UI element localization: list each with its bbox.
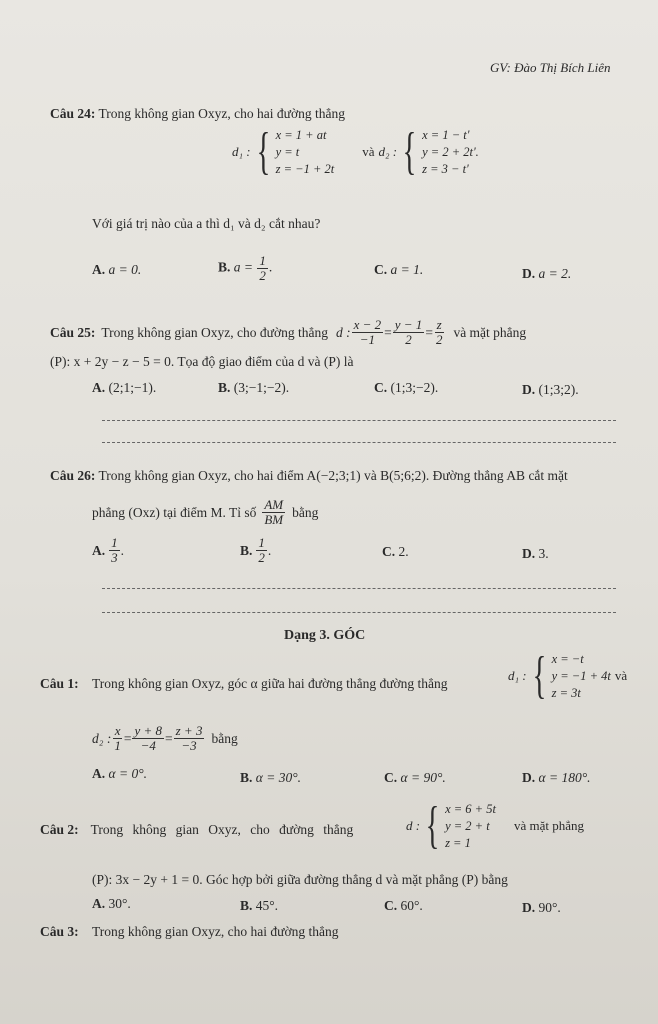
q2-option-d-value: 90°. [538, 900, 561, 915]
q26-option-b-num: 1 [258, 535, 265, 550]
q25-option-a-value: (2;1;−1). [108, 380, 157, 395]
q26-option-a-label: A. [92, 542, 106, 558]
answer-line [102, 612, 616, 613]
q26-ratio-fraction [262, 498, 285, 527]
q25-option-c-label: C. [374, 380, 388, 395]
q26-option-a-num: 1 [111, 535, 118, 550]
q1-stem [40, 676, 448, 692]
q2-option-a[interactable] [92, 896, 131, 912]
q3-label: Câu 3: [40, 924, 79, 939]
q24-option-c-label: C. [374, 262, 388, 277]
q1-d1-system [527, 647, 611, 704]
teacher-header: GV: Đào Thị Bích Liên [490, 60, 611, 75]
q25-label: Câu 25: [50, 324, 96, 340]
q2-option-b[interactable] [240, 898, 278, 914]
q25-option-b-value: (3;−1;−2). [233, 380, 290, 395]
q24-option-a-value: a = 0. [108, 262, 142, 277]
q2-stem [40, 822, 353, 838]
q24-option-b-suffix: . [268, 259, 273, 275]
q1-option-a[interactable] [92, 766, 147, 782]
q2-option-d-label: D. [522, 900, 536, 915]
q2-d-line-3: z = 1 [445, 835, 471, 850]
q1-label: Câu 1: [40, 676, 79, 691]
q25-fraction-1 [352, 318, 384, 347]
q25-f1-den: −1 [359, 332, 375, 347]
q1-option-a-label: A. [92, 766, 106, 781]
q24-option-c[interactable] [374, 262, 423, 278]
q1-d1-brace: { [532, 647, 546, 704]
q2-label: Câu 2: [40, 822, 79, 837]
answer-line [102, 442, 616, 443]
q2-option-c-value: 60°. [400, 898, 423, 913]
q25-f1-num: x − 2 [353, 317, 382, 332]
q2-d-line-1: x = 6 + 5t [445, 801, 496, 816]
q24-d2-line-1: x = 1 − t' [422, 127, 470, 142]
q26-option-d-label: D. [522, 546, 536, 561]
answer-line [102, 588, 616, 589]
q26-option-a-suffix: . [120, 542, 124, 558]
q24-option-a[interactable] [92, 262, 141, 278]
answer-line [102, 420, 616, 421]
q3-stem [40, 924, 338, 940]
q25-option-c[interactable] [374, 380, 438, 396]
q25-option-a-label: A. [92, 380, 106, 395]
q25-text: Trong không gian Oxyz, cho đường thẳng [101, 324, 328, 340]
q24-d2-line-2: y = 2 + 2t'. [422, 144, 479, 159]
q24-d2-line-3: z = 3 − t' [422, 161, 469, 176]
q1-text-1: Trong không gian Oxyz, góc α giữa hai đường thẳng đường thẳng [92, 676, 448, 691]
q26-text-1: Trong không gian Oxyz, cho hai điểm A(−2;3;1) và B(5;6;2). Đường thẳng AB cắt mặt [98, 468, 568, 483]
q25-option-d-label: D. [522, 382, 536, 397]
q1-fraction-2 [132, 724, 164, 753]
q24-and: và [362, 144, 375, 159]
q25-option-b[interactable] [218, 380, 289, 396]
q26-option-c[interactable] [382, 544, 409, 560]
q1-f1-den: 1 [114, 738, 121, 753]
q25-option-d-value: (1;3;2). [538, 382, 579, 397]
q2-d-line-2: y = 2 + t [445, 818, 490, 833]
q26-option-a-den: 3 [111, 550, 118, 565]
q1-end: bằng [211, 730, 238, 746]
q24-question: Với giá trị nào của a thì d₁ và d₂ cắt nhau? [92, 216, 321, 231]
q2-line-2: (P): 3x − 2y + 1 = 0. Góc hợp bởi giữa đường thẳng d và mặt phẳng (P) bằng [92, 872, 508, 887]
q24-option-d-label: D. [522, 266, 536, 281]
q25-fraction-3 [434, 318, 445, 347]
q2-option-b-label: B. [240, 898, 253, 913]
q2-option-c-label: C. [384, 898, 398, 913]
q1-option-a-value: α = 0°. [108, 766, 147, 781]
q26-option-b-fraction [256, 536, 267, 565]
q26-option-d-value: 3. [538, 546, 549, 561]
q26-ratio-den: BM [264, 512, 284, 527]
q24-option-b-den: 2 [259, 268, 266, 283]
q25-f3-num: z [436, 317, 442, 332]
q1-option-b[interactable] [240, 770, 301, 786]
q2-option-d[interactable] [522, 900, 561, 916]
q1-option-d-value: α = 180°. [538, 770, 591, 785]
q25-option-d[interactable] [522, 382, 579, 398]
q24-option-b-label: B. [218, 259, 231, 275]
q25-line-2: (P): x + 2y − z − 5 = 0. Tọa độ giao điểm của d và (P) là [50, 354, 354, 369]
q2-text: Trong không gian Oxyz, cho đường thẳng [90, 822, 354, 837]
q2-d-name: d : [406, 818, 421, 833]
q24-option-c-value: a = 1. [390, 262, 424, 277]
q1-d1-line-3: z = 3t [551, 685, 581, 700]
q26-text-2b: bằng [292, 504, 319, 520]
q26-option-a-fraction [109, 536, 120, 565]
q26-option-b-label: B. [240, 542, 253, 558]
q24-d1-system [251, 123, 335, 180]
q24-d2-name: d₂ : [378, 144, 398, 159]
section-heading: Dạng 3. GÓC [284, 628, 366, 643]
q1-f3-num: z + 3 [175, 723, 203, 738]
q2-option-c[interactable] [384, 898, 423, 914]
q1-option-b-label: B. [240, 770, 253, 785]
q1-option-d[interactable] [522, 770, 590, 786]
q26-stem [50, 468, 568, 484]
q25-option-c-value: (1;3;−2). [390, 380, 439, 395]
q1-d1-system-wrap [508, 647, 628, 704]
q24-option-b[interactable] [218, 254, 272, 283]
q24-option-d[interactable] [522, 266, 571, 282]
q24-d1-brace: { [256, 123, 270, 180]
q25-f3-den: 2 [435, 332, 443, 347]
q24-d1-name: d₁ : [232, 144, 251, 159]
q24-text: Trong không gian Oxyz, cho hai đường thẳng [98, 106, 345, 121]
q2-d-brace: { [425, 797, 440, 854]
q24-d2-brace: { [402, 123, 417, 180]
q2-d-system-wrap [406, 797, 585, 854]
q25-d-name: d : [335, 324, 351, 340]
q26-option-b-den: 2 [258, 550, 265, 565]
q1-option-c[interactable] [384, 770, 446, 786]
q2-text-end: và mặt phẳng [513, 818, 585, 833]
q26-label: Câu 26: [50, 468, 96, 483]
q1-d2-line: d₂ : $\frac{x}{1}$ = $\frac{y + 8}{-4}$ = $\frac{z + 3}{-3}$ bằng [92, 723, 238, 753]
q2-option-a-label: A. [92, 896, 106, 911]
q25-text-end: và mặt phẳng [453, 324, 527, 340]
q1-d2-name: d₂ : [92, 730, 112, 746]
q26-option-c-value: 2. [398, 544, 409, 559]
q1-and: và [614, 668, 628, 683]
q24-option-d-value: a = 2. [538, 266, 572, 281]
q26-option-d[interactable] [522, 546, 549, 562]
q24-systems [232, 123, 479, 180]
q24-label: Câu 24: [50, 106, 96, 121]
q24-option-b-prefix: a = [233, 259, 254, 275]
q1-f2-num: y + 8 [134, 723, 162, 738]
q24-option-b-fraction [257, 254, 268, 283]
q26-ratio-num: AM [264, 497, 284, 512]
q24-option-b-num: 1 [259, 253, 266, 268]
q24-d1-line-3: z = −1 + 2t [275, 161, 335, 176]
q25-option-b-label: B. [218, 380, 231, 395]
q2-d-system [420, 797, 496, 854]
q3-text: Trong không gian Oxyz, cho hai đường thẳng [92, 924, 339, 939]
q26-option-c-label: C. [382, 544, 396, 559]
q26-text-2a: phẳng (Oxz) tại điểm M. Tỉ số [92, 504, 257, 520]
q25-stem: Câu 25: Trong không gian Oxyz, cho đường thẳng d : $\frac{x - 2}{-1}$ = $\frac{y - 1}{2}$ = $\frac{z}{2}$ và mặt phẳng [50, 317, 527, 347]
q25-option-a[interactable] [92, 380, 156, 396]
q24-stem [50, 106, 345, 122]
q1-option-b-value: α = 30°. [255, 770, 301, 785]
q1-d1-line-1: x = −t [551, 651, 584, 666]
q1-d1-line-2: y = −1 + 4t [551, 668, 611, 683]
q24-d1-line-1: x = 1 + at [275, 127, 327, 142]
q26-option-b-suffix: . [267, 542, 272, 558]
q1-d1-name: d₁ : [508, 668, 527, 683]
q1-f1-num: x [114, 723, 121, 738]
q26-option-b[interactable] [240, 536, 271, 565]
q24-option-a-label: A. [92, 262, 106, 277]
q1-fraction-3 [174, 724, 205, 753]
q1-f2-den: −4 [140, 738, 156, 753]
q26-option-a[interactable] [92, 536, 124, 565]
q24-d1-line-2: y = t [275, 144, 300, 159]
q1-option-c-value: α = 90°. [400, 770, 446, 785]
q24-d2-system [397, 123, 479, 180]
q25-fraction-2 [393, 318, 425, 347]
q1-f3-den: −3 [181, 738, 197, 753]
q1-option-c-label: C. [384, 770, 398, 785]
q25-f2-num: y − 1 [394, 317, 423, 332]
q2-option-b-value: 45°. [255, 898, 279, 913]
q2-option-a-value: 30°. [108, 896, 131, 911]
q25-f2-den: 2 [405, 332, 412, 347]
q26-line-2 [92, 498, 318, 527]
q1-fraction-1 [112, 724, 123, 753]
q1-option-d-label: D. [522, 770, 536, 785]
